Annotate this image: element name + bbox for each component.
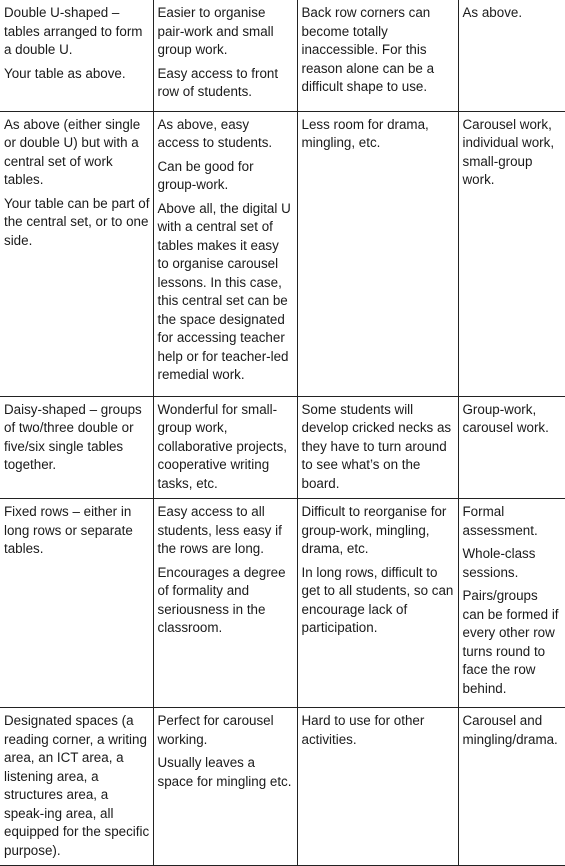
disadvantages-cell <box>297 708 458 866</box>
advantages-cell <box>153 111 297 396</box>
cell-text: Can be good for group-work. <box>157 158 254 192</box>
advantages-cell <box>153 396 297 499</box>
cell-text: Less room for drama, mingling, etc. <box>301 116 429 150</box>
cell-text: Double U-shaped – tables arranged to form a double U. <box>4 5 143 57</box>
suitable-for-cell <box>458 0 565 111</box>
cell-text: Perfect for carousel working. <box>157 713 274 747</box>
cell-text: Whole-class sessions. <box>462 546 536 580</box>
layout-cell <box>0 499 153 708</box>
disadvantages-cell <box>297 499 458 708</box>
cell-text: Carousel and mingling/drama. <box>462 713 558 747</box>
layout-cell <box>0 111 153 396</box>
cell-text: Your table can be part of the central set, or to one side. <box>4 195 150 248</box>
table-row <box>0 499 565 708</box>
table-row <box>0 708 565 866</box>
cell-text: In long rows, difficult to get to all students, so can encourage lack of participation. <box>301 564 454 635</box>
table-row <box>0 0 565 111</box>
cell-text: As above (either single or double U) but with a central set of work tables. <box>4 116 141 187</box>
cell-text: Easy access to all students, less easy if the rows are long. <box>157 504 282 556</box>
cell-text: Above all, the digital U with a central set of tables makes it easy to organise carousel lessons. In this case, this central set can be the space designated for accessing teacher help or for teacher-led remedial work. <box>157 200 291 382</box>
cell-text: Easier to organise pair-work and small group work. <box>157 5 274 57</box>
advantages-cell <box>153 708 297 866</box>
cell-text: Hard to use for other activities. <box>301 713 425 747</box>
cell-text: Formal assessment. <box>462 504 538 538</box>
disadvantages-cell <box>297 396 458 499</box>
suitable-for-cell <box>458 708 565 866</box>
cell-text: Daisy-shaped – groups of two/three double or five/six single tables together. <box>4 401 142 472</box>
cell-text: Wonderful for small-group work, collaborative projects, cooperative writing tasks, etc. <box>157 401 288 491</box>
layout-cell <box>0 396 153 499</box>
layout-cell <box>0 0 153 111</box>
cell-text: Encourages a degree of formality and seriousness in the classroom. <box>157 564 286 635</box>
cell-text: Group-work, carousel work. <box>462 401 549 435</box>
cell-text: Easy access to front row of students. <box>157 65 279 99</box>
suitable-for-cell <box>458 499 565 708</box>
table-row <box>0 111 565 396</box>
cell-text: As above, easy access to students. <box>157 116 273 150</box>
cell-text: Pairs/groups can be formed if every other row turns round to face the row behind. <box>462 588 559 696</box>
layout-cell <box>0 708 153 866</box>
cell-text: As above. <box>462 5 523 20</box>
cell-text: Fixed rows – either in long rows or separate tables. <box>4 504 133 556</box>
disadvantages-cell <box>297 111 458 396</box>
cell-text: Usually leaves a space for mingling etc. <box>157 755 292 789</box>
suitable-for-cell <box>458 396 565 499</box>
suitable-for-cell <box>458 111 565 396</box>
advantages-cell <box>153 0 297 111</box>
cell-text: Back row corners can become totally inaccessible. For this reason alone can be a difficult shape to use. <box>301 5 435 94</box>
disadvantages-cell <box>297 0 458 111</box>
cell-text: Difficult to reorganise for group-work, mingling, drama, etc. <box>301 504 447 556</box>
table-row <box>0 396 565 499</box>
advantages-cell <box>153 499 297 708</box>
cell-text: Some students will develop cricked necks as they have to turn around to see what’s on the board. <box>301 401 452 491</box>
cell-text: Carousel work, individual work, small-group work. <box>462 116 555 187</box>
cell-text: Your table as above. <box>4 65 126 81</box>
cell-text: Designated spaces (a reading corner, a writing area, an ICT area, a listening area, a structures area, a speak-ing area, all equipped for the specific purpose). <box>4 713 150 858</box>
